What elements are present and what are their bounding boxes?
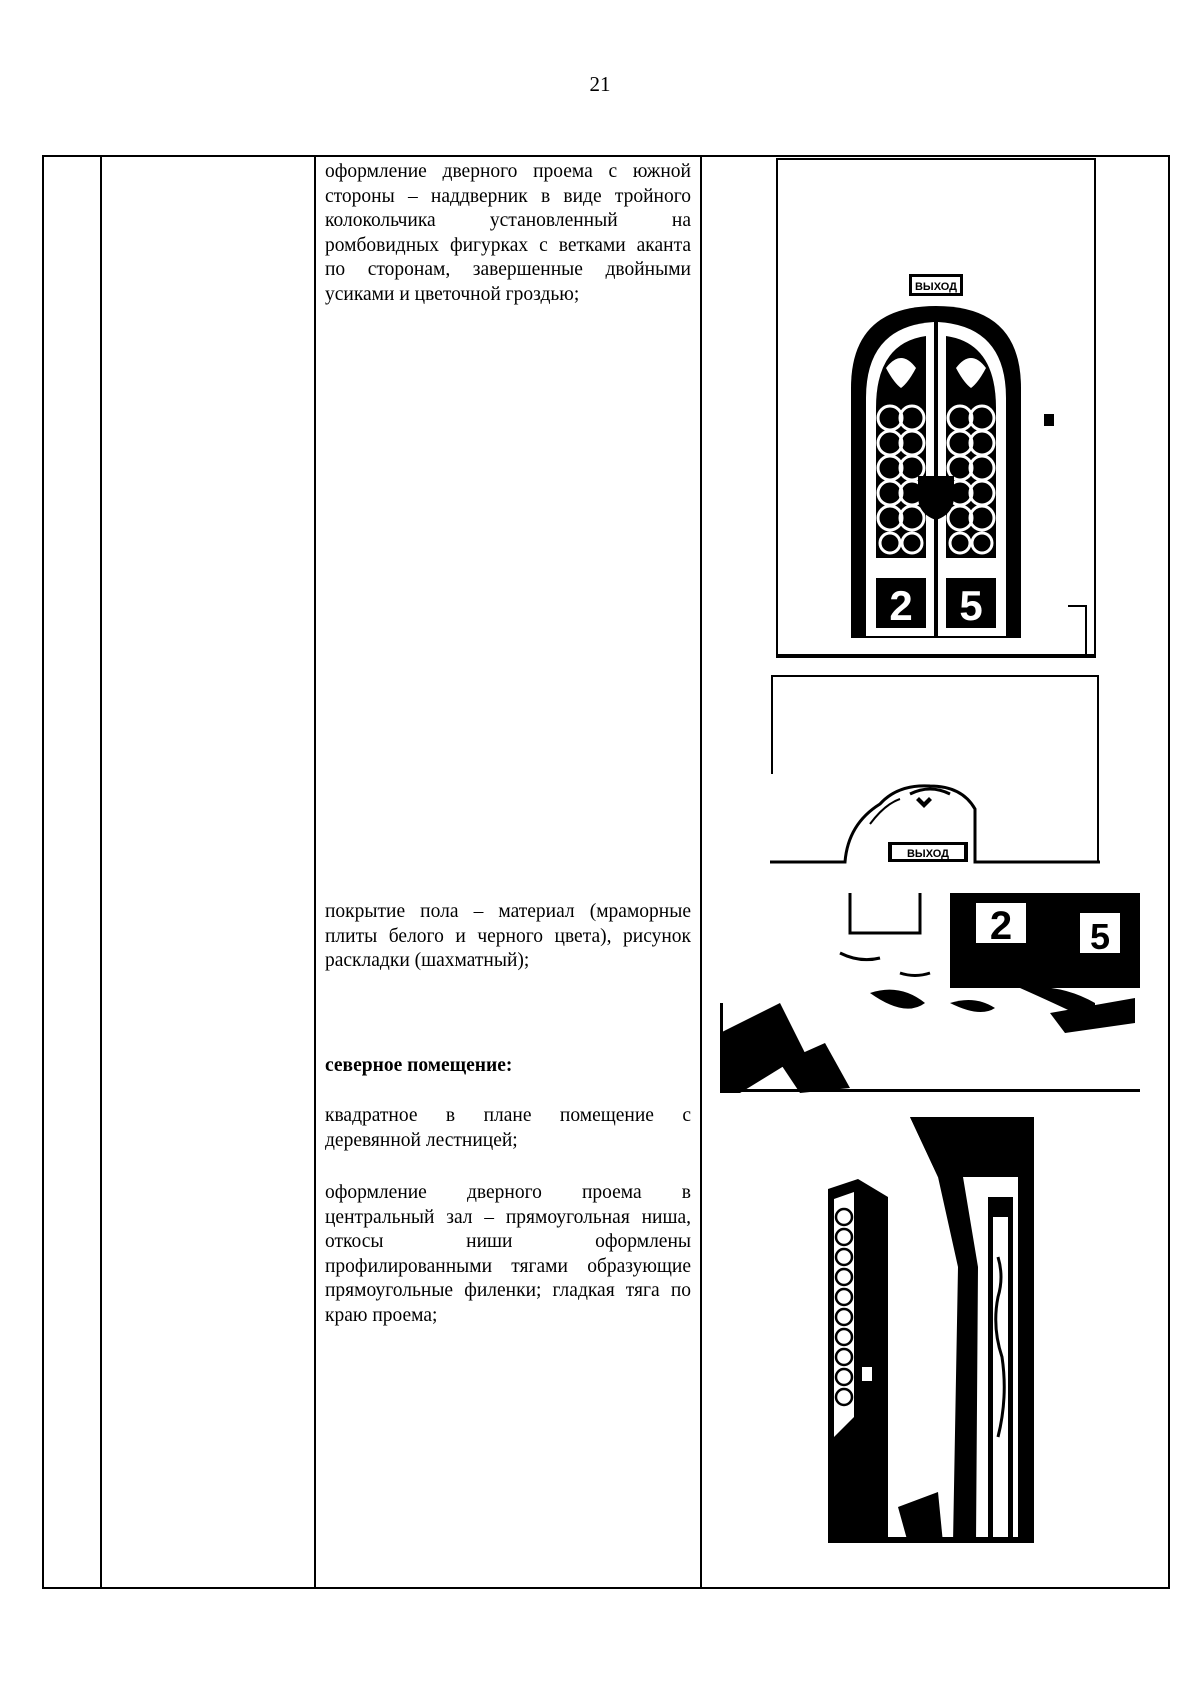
- column-divider-3: [700, 155, 702, 1589]
- exit-sign-text-1: ВЫХОД: [914, 281, 958, 293]
- column-divider-1: [100, 155, 102, 1589]
- exit-sign-text-2: ВЫХОД: [906, 848, 950, 860]
- svg-text:5: 5: [959, 582, 983, 629]
- svg-text:2: 2: [989, 904, 1013, 948]
- photo-arched-door: [776, 158, 1096, 658]
- north-room-heading: северное помещение:: [325, 1055, 513, 1076]
- south-door-description: оформление дверного проема с южной стороны – наддверник в виде тройного колокольчика установленный на ромбовидных фигурках с ветками аканта по сторонам, завершенные двойными усиками и цветочной гроздью;: [325, 161, 691, 305]
- photo-marble-floor: [720, 893, 1140, 1093]
- photo-door-niche: [828, 1117, 1034, 1543]
- svg-text:5: 5: [1089, 916, 1111, 957]
- column-divider-2: [314, 155, 316, 1589]
- photo-overdoor-sign: [770, 674, 1100, 864]
- north-room-description: квадратное в плане помещение с деревянной лестницей;: [325, 1105, 691, 1151]
- central-hall-door-description: оформление дверного проема в центральный зал – прямоугольная ниша, откосы ниши оформлены профилированными тягами образующие прямоугольные филенки; гладкая тяга по краю проема;: [325, 1182, 691, 1326]
- page-number: 21: [589, 72, 611, 96]
- svg-text:2: 2: [889, 582, 913, 629]
- floor-covering-description: покрытие пола – материал (мраморные плиты белого и черного цвета), рисунок раскладки (шахматный);: [325, 901, 691, 971]
